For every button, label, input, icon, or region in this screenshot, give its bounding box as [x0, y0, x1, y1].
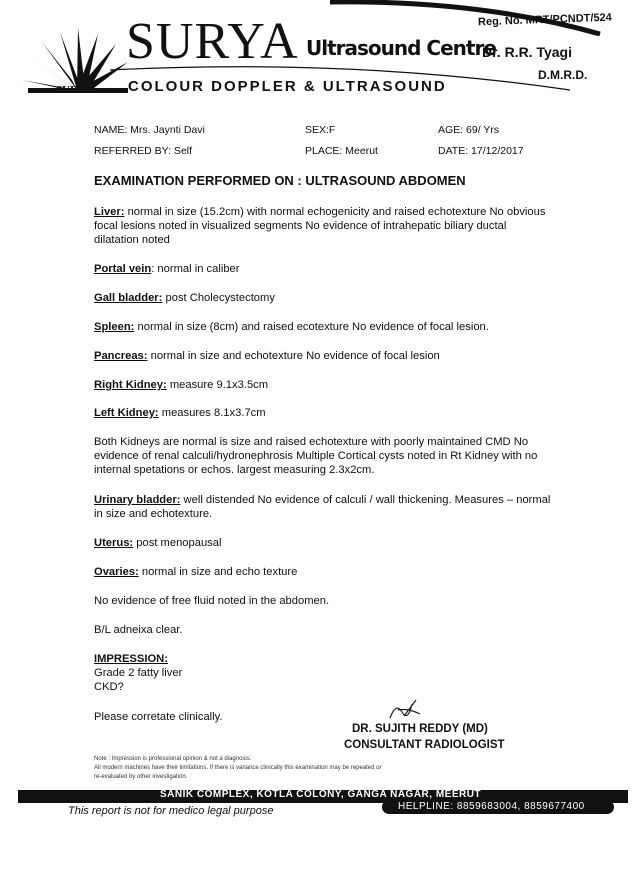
uterus-text: post menopausal	[133, 537, 222, 549]
pancreas-text: normal in size and echotexture No evidence of focal lesion	[147, 350, 440, 362]
spleen-label: Spleen:	[94, 321, 135, 333]
corner-swoosh	[330, 0, 613, 40]
brand-tagline: COLOUR DOPPLER & ULTRASOUND	[128, 78, 447, 95]
report-date: DATE: 17/12/2017	[438, 145, 524, 157]
portal-text: : normal in caliber	[151, 263, 240, 275]
note-line-2: All modern machines have their limitations. If there is variance clinically this examination may be repeated or	[94, 765, 382, 771]
helpline-text: HELPLINE: 8859683004, 8859677400	[398, 801, 585, 812]
brand-name: SURYA	[126, 13, 299, 70]
lk-label: Left Kidney:	[94, 407, 159, 419]
rk-text: measure 9.1x3.5cm	[166, 379, 269, 391]
portal-label: Portal vein	[94, 263, 152, 275]
referred-by: REFERRED BY: Self	[94, 145, 193, 157]
note-line-1: Note : Impression is professional opinion & not a diagnosis.	[94, 756, 252, 762]
finding-free-fluid: No evidence of free fluid noted in the abdomen.	[94, 595, 330, 607]
place: PLACE: Meerut	[305, 145, 378, 157]
doctor-degree: D.M.R.D.	[538, 68, 588, 82]
brand-subtitle: Ultrasound Centre	[306, 36, 496, 60]
ovaries-label: Ovaries:	[94, 566, 139, 578]
patient-age: AGE: 69/ Yrs	[438, 124, 500, 136]
finding-gall-bladder	[94, 291, 554, 305]
finding-urinary-bladder	[94, 493, 554, 521]
doctor-name: Dr. R.R. Tyagi	[482, 44, 572, 60]
impression-line-2: CKD?	[94, 681, 124, 693]
impression-label: IMPRESSION:	[94, 653, 168, 665]
finding-ovaries	[94, 565, 554, 579]
finding-right-kidney	[94, 378, 554, 392]
exam-title: EXAMINATION PERFORMED ON : ULTRASOUND ABDOMEN	[94, 173, 466, 188]
gb-label: Gall bladder:	[94, 292, 163, 304]
ovaries-text: normal in size and echo texture	[138, 566, 298, 578]
finding-left-kidney	[94, 406, 554, 420]
footer-disclaimer: This report is not for medico legal purpose	[68, 805, 274, 817]
header-swoosh	[110, 60, 580, 100]
pancreas-label: Pancreas:	[94, 350, 148, 362]
finding-uterus	[94, 536, 554, 550]
ub-text: well distended No evidence of calculi / wall thickening. Measures – normal in size and echotexture.	[94, 494, 551, 520]
patient-sex: SEX:F	[305, 124, 336, 136]
finding-portal-vein	[94, 262, 554, 276]
spleen-text: normal in size (8cm) and raised ecotexture No evidence of focal lesion.	[134, 321, 489, 333]
radiologist-name: DR. SUJITH REDDY (MD)	[352, 723, 488, 735]
uterus-label: Uterus:	[94, 537, 134, 549]
liver-text: normal in size (15.2cm) with normal echogenicity and raised echotexture No obvious focal lesions noted in visualized segments No evidence of intrahepatic biliary ductal dilatation noted	[94, 206, 546, 246]
clinical-advice: Please corretate clinically.	[94, 711, 223, 723]
note-line-3: re-evaluated by other investigation.	[94, 774, 188, 780]
footer-address: SANIK COMPLEX, KOTLA COLONY, GANGA NAGAR, MEERUT	[160, 789, 482, 800]
finding-spleen	[94, 320, 554, 334]
finding-kidneys: Both Kidneys are normal is size and raised echotexture with poorly maintained CMD No evidence of renal calculi/hydronephrosis Multiple Cortical cysts noted in Rt Kidney with no internal spetations or echos. largest measuring 2.3x2cm.	[94, 436, 538, 476]
lk-text: measures 8.1x3.7cm	[158, 407, 266, 419]
finding-adnexa: B/L adneixa clear.	[94, 624, 183, 636]
finding-liver	[94, 205, 554, 247]
impression-line-1: Grade 2 fatty liver	[94, 667, 183, 679]
finding-pancreas	[94, 349, 554, 363]
handwritten-signature	[386, 698, 426, 722]
liver-label: Liver:	[94, 206, 125, 218]
registration-number: Reg. No. MRT/PCNDT/524	[477, 11, 613, 29]
ub-label: Urinary bladder:	[94, 494, 181, 506]
patient-name: NAME: Mrs. Jaynti Davi	[94, 124, 205, 136]
radiologist-title: CONSULTANT RADIOLOGIST	[344, 739, 505, 751]
gb-text: post Cholecystectomy	[162, 292, 275, 304]
rk-label: Right Kidney:	[94, 379, 167, 391]
logo-text: SURYA	[56, 84, 93, 96]
